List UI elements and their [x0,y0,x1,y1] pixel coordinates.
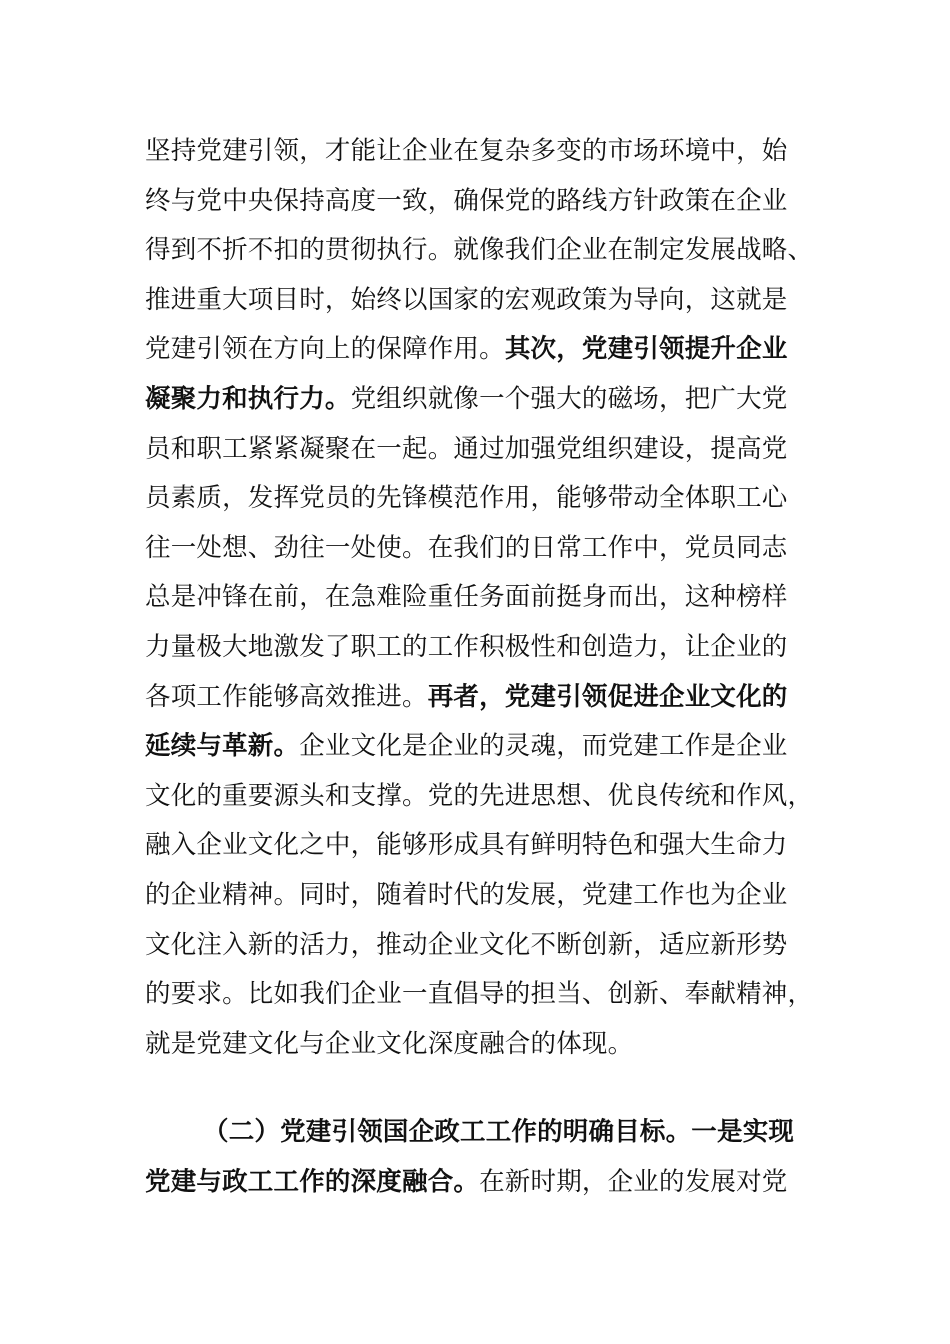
text-line [145,673,810,723]
bold-text-run: 其次，党建引领提升企业 [504,334,788,365]
text-run: 员素质，发挥党员的先锋模范作用，能够带动全体职工心 [145,483,788,514]
text-run: 文化的重要源头和支撑。党的先进思想、优良传统和作风， [145,780,814,811]
text-line [145,375,810,425]
text-line [145,177,810,227]
text-line [145,573,810,623]
text-run: 文化注入新的活力，推动企业文化不断创新，适应新形势 [145,929,788,960]
text-run: 党组织就像一个强大的磁场，把广大党 [350,383,788,414]
text-line [145,871,810,921]
text-line [145,1158,810,1208]
text-line [145,722,810,772]
text-run: 坚持党建引领，才能让企业在复杂多变的市场环境中，始 [145,136,788,166]
text-run: 终与党中央保持高度一致，确保党的路线方针政策在企业 [145,185,788,216]
text-run: 企业文化是企业的灵魂，而党建工作是企业 [299,731,788,762]
text-run: 得到不折不扣的贯彻执行。就像我们企业在制定发展战略、 [145,235,814,266]
text-line [145,325,810,375]
text-run: 就是党建文化与企业文化深度融合的体现。 [145,1028,634,1059]
text-run: 的企业精神。同时，随着时代的发展，党建工作也为企业 [145,879,788,910]
text-run: 党建引领在方向上的保障作用。 [145,334,505,365]
text-line [145,524,810,574]
text-line [145,921,810,971]
bold-text-run: 再者，党建引领促进企业文化的 [427,681,788,712]
text-run: 的要求。比如我们企业一直倡导的担当、创新、奉献精神， [145,979,814,1010]
body-paragraph-2 [145,1108,810,1207]
text-line [145,276,810,326]
body-paragraph-1 [145,127,814,1069]
text-run: 融入企业文化之中，能够形成具有鲜明特色和强大生命力 [145,830,788,861]
text-line [145,1108,810,1158]
text-line [145,425,810,475]
text-line [145,623,810,673]
text-line [145,970,814,1020]
text-run: 各项工作能够高效推进。 [145,681,428,712]
text-line [145,772,814,822]
bold-text-run: 延续与革新。 [145,731,300,762]
text-line [145,127,810,177]
text-run: 总是冲锋在前，在急难险重任务面前挺身而出，这种榜样 [145,582,788,613]
text-line [145,226,814,276]
bold-text-run: 凝聚力和执行力。 [145,383,351,414]
text-run: 推进重大项目时，始终以国家的宏观政策为导向，这就是 [145,284,788,315]
text-line [145,1020,810,1070]
text-line [145,821,810,871]
text-run: 员和职工紧紧凝聚在一起。通过加强党组织建设，提高党 [145,433,788,464]
text-line [145,474,810,524]
bold-text-run: （二）党建引领国企政工工作的明确目标。一是实现 [203,1117,795,1147]
text-run: 在新时期，企业的发展对党 [479,1166,788,1197]
text-run: 往一处想、劲往一处使。在我们的日常工作中，党员同志 [145,532,788,563]
text-run: 力量极大地激发了职工的工作积极性和创造力，让企业的 [145,631,788,662]
bold-text-run: 党建与政工工作的深度融合。 [145,1166,480,1197]
